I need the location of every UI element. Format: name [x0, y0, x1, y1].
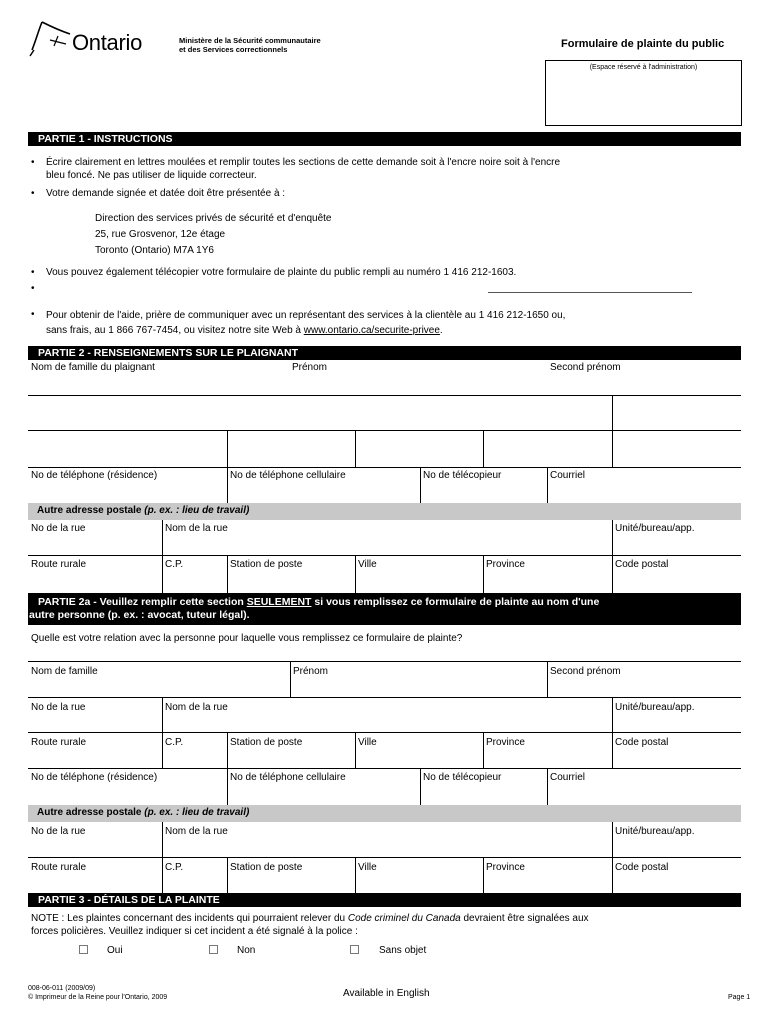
relation-question: Quelle est votre relation avec la personne pour laquelle vous remplissez ce formulaire de plainte?: [31, 633, 463, 644]
row-line: [28, 555, 741, 556]
agent-po-box-label: C.P.: [165, 737, 184, 748]
bullet-1-marker: •: [31, 157, 35, 168]
middle-name-label: Second prénom: [550, 362, 621, 373]
copyright: © Imprimeur de la Reine pour l'Ontario, 2009: [28, 994, 168, 1001]
col-line: [547, 661, 548, 697]
col-line: [355, 430, 356, 467]
col-line: [355, 732, 356, 768]
row-line: [28, 697, 741, 698]
agent-alt-address-bar: Autre adresse postale (p. ex. : lieu de travail): [28, 805, 741, 822]
street-name-label: Nom de la rue: [165, 523, 228, 534]
bullet-3-marker: •: [31, 267, 35, 278]
bullet-2: Votre demande signée et datée doit être présentée à :: [46, 188, 286, 199]
agent-postal-code-label: Code postal: [615, 737, 669, 748]
agent-street-no-label: No de la rue: [31, 702, 86, 713]
col-line: [227, 768, 228, 805]
agent-last-name-label: Nom de famille: [31, 666, 98, 677]
col-line: [290, 661, 291, 697]
blank-line: [488, 292, 692, 293]
city-label: Ville: [358, 559, 377, 570]
option-sans-objet-label: Sans objet: [379, 945, 427, 956]
row-line: [28, 732, 741, 733]
bullet-5-marker: •: [31, 309, 35, 320]
option-non-label: Non: [237, 945, 256, 956]
agent-phone-cell-label: No de téléphone cellulaire: [230, 772, 346, 783]
police-note: NOTE : Les plaintes concernant des incidents qui pourraient relever du Code criminel du Canada devraient être signalées aux forces policières. Veuillez indiquer si cet incident a été signalé à la police :: [31, 913, 589, 937]
col-line: [420, 768, 421, 805]
agent-unit-label: Unité/bureau/app.: [615, 702, 695, 713]
po-box-label: C.P.: [165, 559, 184, 570]
agent-rural-route-label: Route rurale: [31, 737, 87, 748]
bullet-4-marker: •: [31, 283, 35, 294]
agent-alt-street-no-label: No de la rue: [31, 826, 86, 837]
agent-phone-home-label: No de téléphone (résidence): [31, 772, 158, 783]
col-line: [483, 857, 484, 893]
ministry-name: Ministère de la Sécurité communautaire et des Services correctionnels: [179, 36, 321, 54]
checkbox-sans-objet[interactable]: [350, 945, 359, 954]
website-link[interactable]: www.ontario.ca/securite-privee: [303, 325, 440, 336]
admin-box: [545, 60, 742, 126]
rural-route-label: Route rurale: [31, 559, 87, 570]
col-line: [483, 555, 484, 593]
trillium-icon: [28, 18, 78, 58]
row-line: [28, 467, 741, 468]
col-line: [483, 430, 484, 467]
agent-street-name-label: Nom de la rue: [165, 702, 228, 713]
agent-province-label: Province: [486, 737, 525, 748]
agent-alt-street-name-label: Nom de la rue: [165, 826, 228, 837]
row-line: [28, 857, 741, 858]
part1-title: PARTIE 1 - INSTRUCTIONS: [28, 132, 741, 146]
agent-alt-po-box-label: C.P.: [165, 862, 184, 873]
col-line: [227, 732, 228, 768]
fax-label: No de télécopieur: [423, 470, 502, 481]
option-oui-label: Oui: [107, 945, 123, 956]
row-line: [28, 768, 741, 769]
phone-home-input[interactable]: [29, 431, 226, 466]
street-no-label: No de la rue: [31, 523, 86, 534]
agent-alt-unit-label: Unité/bureau/app.: [615, 826, 695, 837]
col-line: [612, 520, 613, 593]
col-line: [420, 467, 421, 503]
agent-middle-name-label: Second prénom: [550, 666, 621, 677]
col-line: [355, 857, 356, 893]
bullet-2-marker: •: [31, 188, 35, 199]
col-line: [355, 555, 356, 593]
bullet-1: Écrire clairement en lettres moulées et remplir toutes les sections de cette demande soit à l'encre noire soit à l'encre bleu foncé. Ne pas utiliser de liquide correcteur.: [46, 157, 561, 181]
admin-label: (Espace réservé à l'administration): [589, 64, 698, 71]
agent-alt-postal-code-label: Code postal: [615, 862, 669, 873]
phone-home-label: No de téléphone (résidence): [31, 470, 158, 481]
agent-email-label: Courriel: [550, 772, 586, 783]
col-line: [227, 430, 228, 503]
agent-alt-station-label: Station de poste: [230, 862, 303, 873]
first-name-label: Prénom: [292, 362, 328, 373]
col-line: [547, 768, 548, 805]
alt-address-bar: Autre adresse postale (p. ex. : lieu de travail): [28, 503, 741, 520]
province-label: Province: [486, 559, 525, 570]
checkbox-oui[interactable]: [79, 945, 88, 954]
phone-cell-label: No de téléphone cellulaire: [230, 470, 346, 481]
page-number: Page 1: [728, 994, 751, 1001]
col-line: [227, 857, 228, 893]
col-line: [483, 732, 484, 768]
postal-code-label: Code postal: [615, 559, 669, 570]
part2a-title: PARTIE 2a - Veuillez remplir cette section SEULEMENT si vous remplissez ce formulaire de plainte au nom d'une autre personne (p. ex. : avocat, tuteur légal).: [28, 593, 741, 625]
part3-title: PARTIE 3 - DÉTAILS DE LA PLAINTE: [28, 893, 741, 907]
agent-fax-label: No de télécopieur: [423, 772, 502, 783]
agent-alt-province-label: Province: [486, 862, 525, 873]
email-label: Courriel: [550, 470, 586, 481]
form-title: Formulaire de plainte du public: [561, 38, 725, 50]
col-line: [547, 467, 548, 503]
mailing-address: Direction des services privés de sécurité et d'enquête 25, rue Grosvenor, 12e étage Toronto (Ontario) M7A 1Y6: [95, 213, 332, 256]
last-name-label: Nom de famille du plaignant: [31, 362, 155, 373]
col-line: [227, 555, 228, 593]
unit-label: Unité/bureau/app.: [615, 523, 695, 534]
logo-text: Ontario: [72, 30, 143, 55]
agent-alt-rural-route-label: Route rurale: [31, 862, 87, 873]
part2-title: PARTIE 2 - RENSEIGNEMENTS SUR LE PLAIGNANT: [28, 346, 741, 360]
station-label: Station de poste: [230, 559, 303, 570]
row-line: [28, 661, 741, 662]
checkbox-non[interactable]: [209, 945, 218, 954]
bullet-5: Pour obtenir de l'aide, prière de communiquer avec un représentant des services à la clientèle au 1 416 212-1650 ou, sans frais, au 1 866 767-7454, ou visitez notre site Web à www.ontario.ca/securite-privee.: [46, 310, 566, 336]
agent-city-label: Ville: [358, 737, 377, 748]
col-line: [612, 395, 613, 467]
col-line: [162, 520, 163, 593]
name-input[interactable]: [29, 396, 611, 429]
form-number: 008-06-011 (2009/09): [28, 985, 96, 992]
bullet-3: Vous pouvez également télécopier votre formulaire de plainte du public rempli au numéro 1 416 212-1603.: [46, 267, 517, 278]
agent-first-name-label: Prénom: [293, 666, 329, 677]
agent-station-label: Station de poste: [230, 737, 303, 748]
available-english: Available in English: [343, 988, 430, 999]
agent-alt-city-label: Ville: [358, 862, 377, 873]
ontario-logo: [28, 18, 163, 58]
